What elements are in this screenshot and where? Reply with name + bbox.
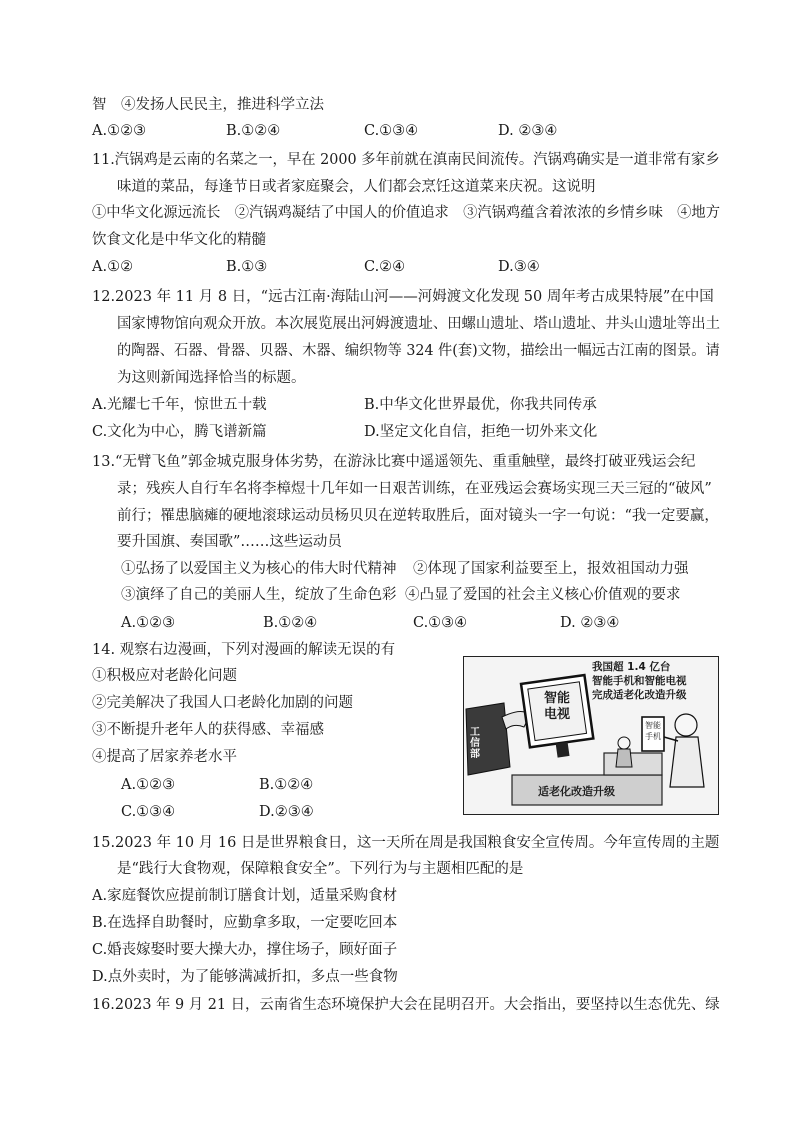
q11-statements-line-1: ①中华文化源远流长 ②汽锅鸡凝结了中国人的价值追求 ③汽锅鸡蕴含着浓浓的乡情乡味 ④地方	[92, 205, 720, 221]
q16-stem-line-1: 16.2023 年 9 月 21 日，云南省生态环境保护大会在昆明召开。大会指出，要坚持以生态优先、绿	[92, 997, 720, 1013]
prev-option-c: C.①③④	[364, 123, 419, 139]
q12-stem-line-4: 为这则新闻选择恰当的标题。	[117, 370, 306, 386]
cartoon-pedestal-high	[604, 753, 662, 775]
cartoon-caption-line-2: 智能手机和智能电视	[592, 675, 687, 687]
q14-option-d: D.②③④	[259, 804, 314, 820]
q14-stem: 14. 观察右边漫画，下列对漫画的解读无误的有	[92, 642, 396, 658]
cartoon-elder-head	[675, 714, 697, 736]
cartoon-caption-line-1: 我国超 1.4 亿台	[592, 661, 671, 673]
cartoon-caption-line-3: 完成适老化改造升级	[592, 689, 687, 701]
q14-option-a: A.①②③	[121, 777, 176, 793]
q13-stem-line-3: 前行；罹患脑瘫的硬地滚球运动员杨贝贝在逆转取胜后，面对镜头一字一句说：“我一定要赢，	[117, 508, 719, 524]
q15-stem-line-2: 是“践行大食物观，保障粮食安全”。下列行为与主题相匹配的是	[117, 861, 524, 877]
q12-option-a: A.光耀七千年，惊世五十载	[92, 397, 267, 413]
cartoon-tv-label-2: 电视	[544, 707, 571, 722]
q14-statement-2: ②完美解决了我国人口老龄化加剧的问题	[92, 695, 353, 711]
q11-option-c: C.②④	[364, 259, 406, 275]
q15-stem-line-1: 15.2023 年 10 月 16 日是世界粮食日，这一天所在周是我国粮食安全宣传周。今年宣传周的主题	[92, 835, 720, 851]
cartoon-phone-label-1: 智能	[645, 721, 661, 730]
q13-statement-2: ②体现了国家利益要至上，报效祖国动力强	[413, 561, 689, 577]
q11-stem-line-2: 味道的菜品，每逢节日或者家庭聚会，人们都会烹饪这道菜来庆祝。这说明	[117, 179, 596, 195]
q12-option-b: B.中华文化世界最优，你我共同传承	[364, 397, 597, 413]
q13-statement-4: ④凸显了爱国的社会主义核心价值观的要求	[405, 587, 681, 603]
q13-option-a: A.①②③	[121, 615, 176, 631]
q14-statement-4: ④提高了居家养老水平	[92, 749, 237, 765]
q14-statement-1: ①积极应对老龄化问题	[92, 668, 237, 684]
q15-option-a: A.家庭餐饮应提前制订膳食计划，适量采购食材	[92, 888, 398, 904]
q12-stem-line-3: 的陶器、石器、骨器、贝器、木器、编织物等 324 件(套)文物，描绘出一幅远古江南的图景。请	[117, 343, 720, 359]
q12-option-c: C.文化为中心，腾飞谱新篇	[92, 424, 267, 440]
q13-option-b: B.①②④	[263, 615, 318, 631]
prev-option-d: D. ②③④	[498, 123, 558, 139]
q12-stem-line-1: 12.2023 年 11 月 8 日，“远古江南·海陆山河——河姆渡文化发现 50 周年考古成果特展”在中国	[92, 289, 714, 305]
cartoon-elder-body	[670, 737, 704, 787]
q11-statements-line-2: 饮食文化是中华文化的精髓	[92, 232, 266, 248]
q14-cartoon	[463, 656, 719, 815]
q12-option-d: D.坚定文化自信，拒绝一切外来文化	[364, 424, 598, 440]
cartoon-step-label: 适老化改造升级	[538, 785, 615, 798]
prev-option-a: A.①②③	[92, 123, 147, 139]
q13-statement-3: ③演绎了自己的美丽人生，绽放了生命色彩	[121, 587, 397, 603]
cartoon-worker-label: 工信部	[470, 727, 480, 760]
q14-option-b: B.①②④	[259, 777, 314, 793]
q15-option-c: C.婚丧嫁娶时要大操大办，撑住场子，顾好面子	[92, 942, 398, 958]
q13-stem-line-2: 录；残疾人自行车名将李樟煜十几年如一日艰苦训练，在亚残运会赛场实现三天三冠的“破风”	[117, 481, 712, 497]
cartoon-phone-label-2: 手机	[645, 732, 661, 741]
q15-option-d: D.点外卖时，为了能够满减折扣，多点一些食物	[92, 969, 398, 985]
cartoon-tv-label-1: 智能	[544, 691, 571, 706]
q14-option-c: C.①③④	[121, 804, 176, 820]
prev-option-b: B.①②④	[226, 123, 281, 139]
q14-statement-3: ③不断提升老年人的获得感、幸福感	[92, 722, 324, 738]
q11-stem-line-1: 11.汽锅鸡是云南的名菜之一，早在 2000 多年前就在滇南民间流传。汽锅鸡确实是一道非常有家乡	[92, 152, 720, 168]
q13-option-c: C.①③④	[413, 615, 468, 631]
q11-option-b: B.①③	[226, 259, 268, 275]
q15-option-b: B.在选择自助餐时，应勤拿多取，一定要吃回本	[92, 915, 398, 931]
q13-option-d: D. ②③④	[560, 615, 620, 631]
q13-stem-line-1: 13.“无臂飞鱼”郭金城克服身体劣势，在游泳比赛中遥遥领先、重重触壁，最终打破亚残运会纪	[92, 454, 696, 470]
q13-statement-1: ①弘扬了以爱国主义为核心的伟大时代精神	[121, 561, 397, 577]
prev-question-tail: 智 ④发扬人民民主，推进科学立法	[92, 97, 324, 113]
q11-option-a: A.①②	[92, 259, 134, 275]
q12-stem-line-2: 国家博物馆向观众开放。本次展览展出河姆渡遗址、田螺山遗址、塔山遗址、井头山遗址等出土	[117, 316, 720, 332]
q11-option-d: D.③④	[498, 259, 540, 275]
q13-stem-line-4: 要升国旗、奏国歌”……这些运动员	[117, 534, 342, 550]
